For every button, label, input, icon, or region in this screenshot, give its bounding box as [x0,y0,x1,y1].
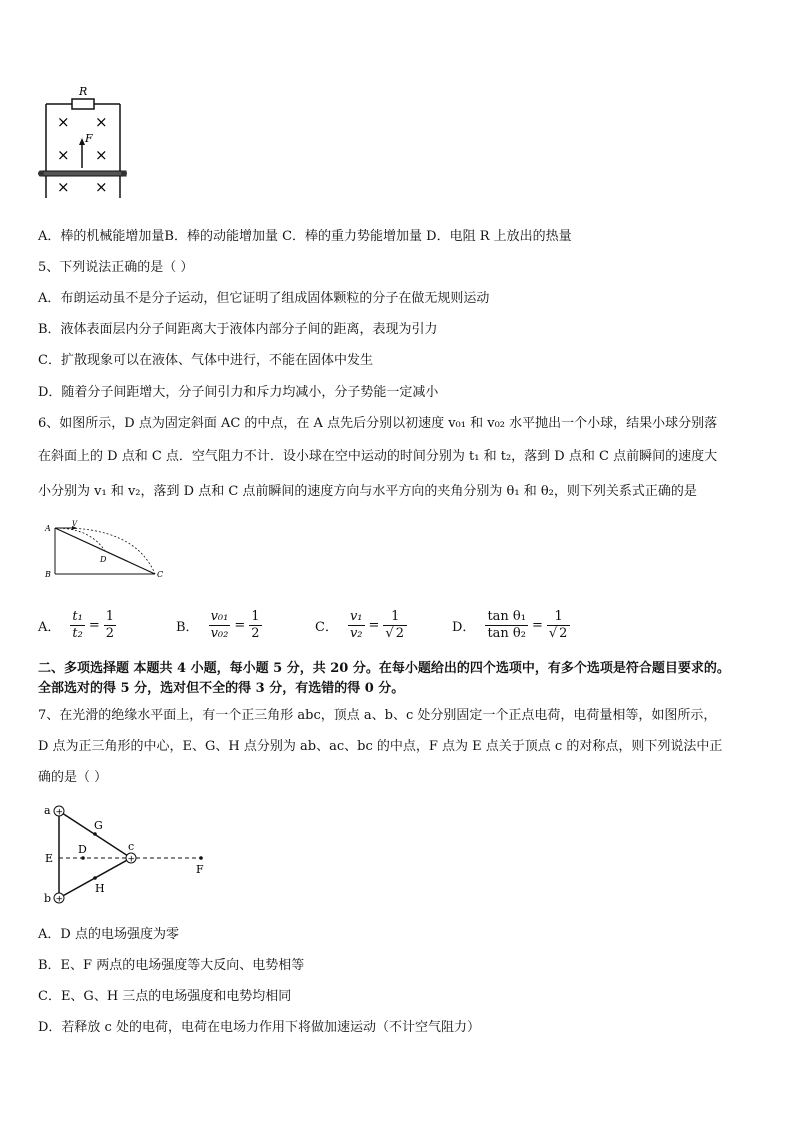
point-a-label: A [45,524,51,533]
q7-option-c: C．E、G、H 三点的电场强度和电势均相同 [38,989,292,1004]
point-c-label: c [128,840,135,853]
q4-options: A．棒的机械能增加量B．棒的动能增加量 C．棒的重力势能增加量 D．电阻 R 上放出的热量 [38,229,572,244]
point-d-label: D [78,843,87,856]
fraction: $\frac{1}{√ 2}$ [383,609,407,642]
metal-rod [40,171,126,176]
point-c-label: C [157,570,164,579]
q7-option-d: D．若释放 c 处的电荷，电荷在电场力作用下将做加速运动（不计空气阻力） [38,1020,480,1035]
resistor-r-label: R [79,85,88,98]
fraction: $\frac{\text{tan θ₁}}{\text{tan θ₂}}$ [487,608,526,641]
force-label: F [85,132,93,145]
point-f-label: F [196,863,204,876]
svg-text:+: + [55,894,64,905]
point-h [93,876,97,880]
q6-option-d: D． $\frac{\text{tan θ₁}}{\text{tan θ₂}}$ = $\frac{1}{√ 2}$ [452,600,570,650]
fraction: $\frac{1}{2}$ [251,608,260,641]
field-cross: × [95,178,108,196]
svg-text:+: + [127,854,136,865]
section2-heading-line1: 二、多项选择题 本题共 4 小题，每小题 5 分，共 20 分。在每小题给出的四个选项中，有多个选项是符合题目要求的。 [38,661,730,676]
fraction: $\frac{\text{v₁}}{\text{v₂}}$ [349,608,363,641]
resistor-r [72,99,94,109]
svg-text:+: + [55,807,64,818]
q5-stem: 5、下列说法正确的是（ ） [38,260,194,275]
field-cross: × [57,113,70,131]
fraction: $\frac{1}{√ 2}$ [547,609,571,642]
q7-option-a: A．D 点的电场强度为零 [38,927,179,942]
rod-field-figure [36,84,128,200]
q6-stem-line2: 在斜面上的 D 点和 C 点．空气阻力不计．设小球在空中运动的时间分别为 t₁ 和 t₂，落到 D 点和 C 点前瞬间的速度大 [38,449,718,464]
incline-figure [40,520,170,582]
point-d-label: D [100,555,107,564]
triangle-charge-figure [40,800,220,912]
option-label: A． [38,619,61,635]
q7-stem-line2: D 点为正三角形的中心，E、G、H 点分别为 ab、ac、bc 的中点，F 点为 E 点关于顶点 c 的对称点，则下列说法中正 [38,739,723,754]
field-cross: × [57,178,70,196]
q6-option-b: B． $\frac{\text{v₀₁}}{\text{v₀₂}}$ = $\frac{1}{2}$ [176,608,260,641]
option-label: B． [176,619,199,635]
q6-stem-line3: 小分别为 v₁ 和 v₂，落到 D 点和 C 点前瞬间的速度方向与水平方向的夹角分别为 θ₁ 和 θ₂，则下列关系式正确的是 [38,484,697,499]
point-f [199,856,203,860]
point-g [93,832,97,836]
fraction: $\frac{\text{t₁}}{\text{t₂}}$ [72,608,83,641]
q6-stem-line1: 6、如图所示，D 点为固定斜面 AC 的中点，在 A 点先后分别以初速度 v₀₁ 和 v₀₂ 水平抛出一个小球，结果小球分别落 [38,416,718,431]
option-label: C． [315,619,338,635]
field-cross: × [95,146,108,164]
q7-stem-line3: 确的是（ ） [38,770,108,785]
field-cross: × [57,146,70,164]
q5-option-a: A．布朗运动虽不是分子运动，但它证明了组成固体颗粒的分子在做无规则运动 [38,291,490,306]
q5-option-b: B．液体表面层内分子间距离大于液体内部分子间的距离，表现为引力 [38,322,438,337]
q5-option-d: D．随着分子间距增大，分子间引力和斥力均减小，分子势能一定减小 [38,385,439,400]
section2-heading-line2: 全部选对的得 5 分，选对但不全的得 3 分，有选错的得 0 分。 [38,681,405,696]
fraction: $\frac{1}{2}$ [105,608,115,641]
point-e-label: E [45,852,54,865]
point-g-label: G [94,819,103,832]
point-b-label: B [45,570,51,579]
point-a-label: a [44,804,51,817]
q6-option-c: C． $\frac{\text{v₁}}{\text{v₂}}$ = $\frac{1}{√ 2}$ [315,600,407,650]
q6-options [38,600,758,650]
field-cross: × [95,113,108,131]
point-b-label: b [44,892,52,905]
q7-option-b: B．E、F 两点的电场强度等大反向、电势相等 [38,958,305,973]
velocity-label: V [72,520,78,528]
q5-option-c: C．扩散现象可以在液体、气体中进行，不能在固体中发生 [38,353,373,368]
fraction: $\frac{\text{v₀₁}}{\text{v₀₂}}$ [210,608,229,641]
point-d [81,856,85,860]
point-h-label: H [95,882,105,895]
q7-stem-line1: 7、在光滑的绝缘水平面上，有一个正三角形 abc，顶点 a、b、c 处分别固定一个正点电荷，电荷量相等，如图所示， [38,708,717,723]
q6-option-a: A． $\frac{\text{t₁}}{\text{t₂}}$ = $\frac{1}{2}$ [38,608,115,641]
option-label: D． [452,619,476,635]
